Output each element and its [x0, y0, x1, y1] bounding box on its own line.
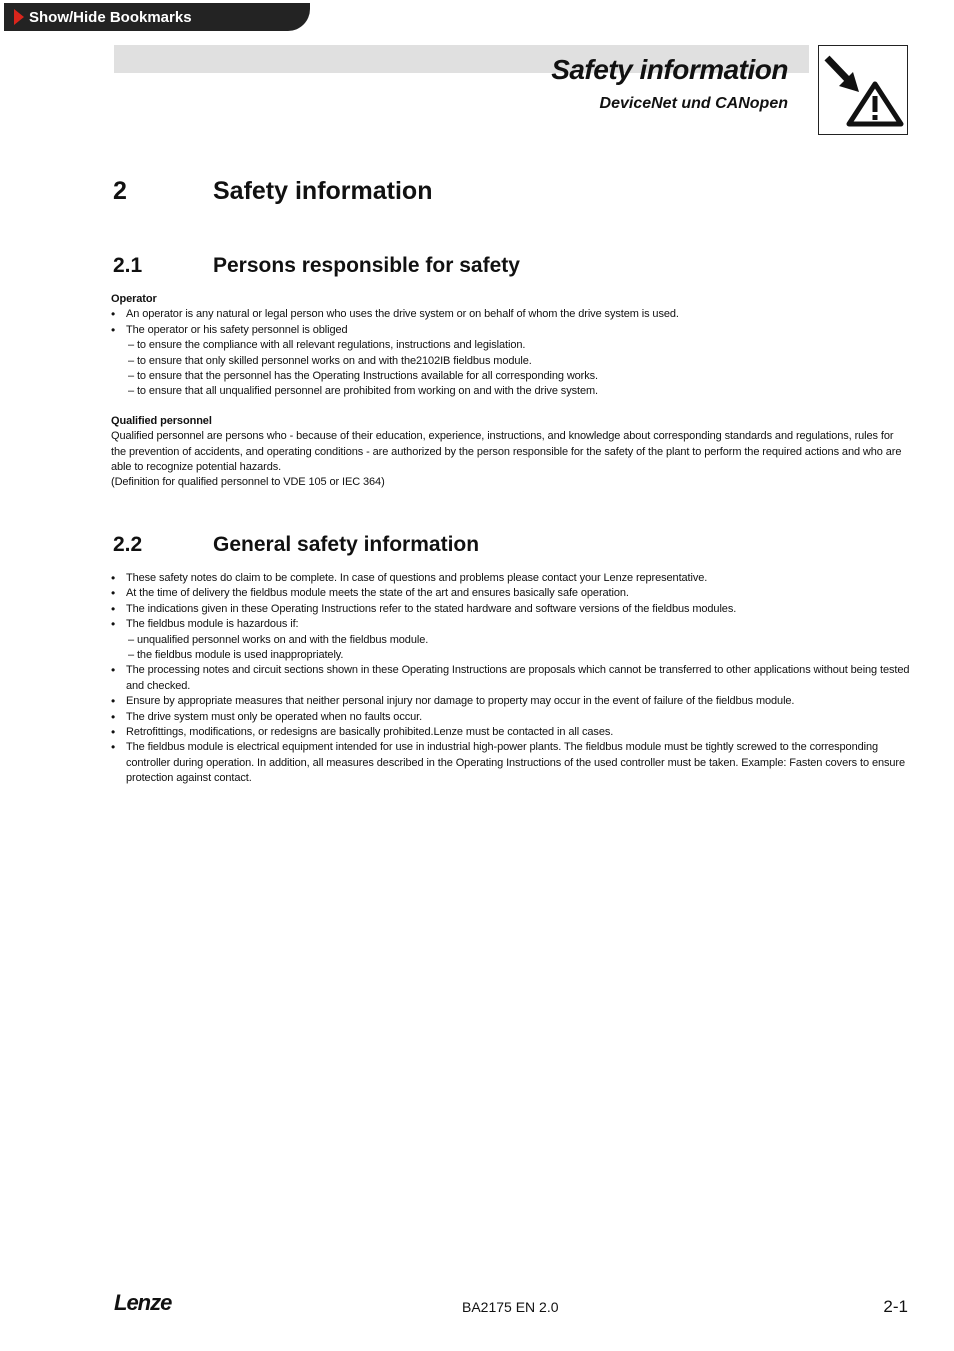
dash-item: – unqualified personnel works on and with the fieldbus module.	[128, 633, 429, 646]
qualified-heading: Qualified personnel	[111, 414, 212, 427]
document-code: BA2175 EN 2.0	[462, 1299, 559, 1315]
section-number: 2.2	[113, 533, 143, 556]
dash-item: – to ensure that all unqualified personnel are prohibited from working on and with the drive system.	[128, 385, 598, 398]
dash-item: – to ensure that the personnel has the Operating Instructions available for all corresponding works.	[128, 370, 598, 383]
list-item: • At the time of delivery the fieldbus module meets the state of the art and ensures basically safe operation.	[111, 586, 911, 601]
chapter-title: Safety information	[213, 177, 433, 205]
section-title: General safety information	[213, 533, 480, 556]
list-item: • The drive system must only be operated when no faults occur.	[111, 710, 911, 725]
lenze-logo: Lenze	[114, 1290, 172, 1315]
list-item: • The operator or his safety personnel is obliged	[111, 323, 911, 338]
list-item: • An operator is any natural or legal person who uses the drive system or on behalf of whom the drive system is used.	[111, 307, 911, 322]
operator-list	[111, 307, 911, 338]
list-item: • The fieldbus module is electrical equipment intended for use in industrial high-power plants. The fieldbus module must be tightly screwed to the corresponding controller during operation. In addition, all measures described in the Operating Instructions of the used controller must be taken. Example: Fasten covers to ensure protection against contact.	[111, 740, 911, 786]
section-2-1-body	[111, 292, 911, 491]
qualified-note: (Definition for qualified personnel to VDE 105 or IEC 364)	[111, 476, 385, 489]
dash-item: – the fieldbus module is used inappropriately.	[128, 649, 344, 662]
list-item: • The fieldbus module is hazardous if:	[111, 617, 911, 632]
operator-heading: Operator	[111, 293, 157, 305]
header-title: Safety information	[551, 54, 788, 85]
show-hide-bookmarks-button[interactable]	[4, 3, 310, 31]
dash-item: – to ensure that only skilled personnel works on and with the2102IB fieldbus module.	[128, 354, 532, 367]
header-subtitle: DeviceNet und CANopen	[599, 95, 788, 112]
section-title: Persons responsible for safety	[213, 254, 520, 277]
general-safety-list-cont	[111, 663, 911, 786]
bookmarks-tab-label: Show/Hide Bookmarks	[29, 8, 192, 26]
section-number: 2.1	[113, 254, 143, 277]
list-item: • These safety notes do claim to be complete. In case of questions and problems please contact your Lenze representative.	[111, 571, 911, 586]
chapter-heading	[113, 177, 432, 206]
section-heading-2-1	[113, 254, 520, 278]
list-item: • Ensure by appropriate measures that neither personal injury nor damage to property may occur in the event of failure of the fieldbus module.	[111, 694, 911, 709]
section-heading-2-2	[113, 533, 479, 557]
dash-item: – to ensure the compliance with all relevant regulations, instructions and legislation.	[128, 339, 526, 352]
general-safety-list	[111, 571, 911, 633]
page-number: 2-1	[883, 1297, 908, 1316]
warning-arrow-icon	[818, 45, 908, 135]
chapter-number: 2	[113, 177, 127, 205]
section-2-2-body	[111, 571, 911, 787]
list-item: • The indications given in these Operating Instructions refer to the stated hardware and software versions of the fieldbus modules.	[111, 602, 911, 617]
qualified-text: Qualified personnel are persons who - because of their education, experience, instructions, and knowledge about corresponding standards and regulations, rules for the prevention of accidents, and operating conditions - are authorized by the person responsible for the safety of the plant to perform the required actions and who are able to recognize potential hazards.	[111, 430, 902, 474]
triangle-right-icon	[14, 9, 24, 25]
list-item: • The processing notes and circuit sections shown in these Operating Instructions are proposals which cannot be transferred to other applications without being tested and checked.	[111, 663, 911, 694]
list-item: • Retrofittings, modifications, or redesigns are basically prohibited.Lenze must be contacted in all cases.	[111, 725, 911, 740]
